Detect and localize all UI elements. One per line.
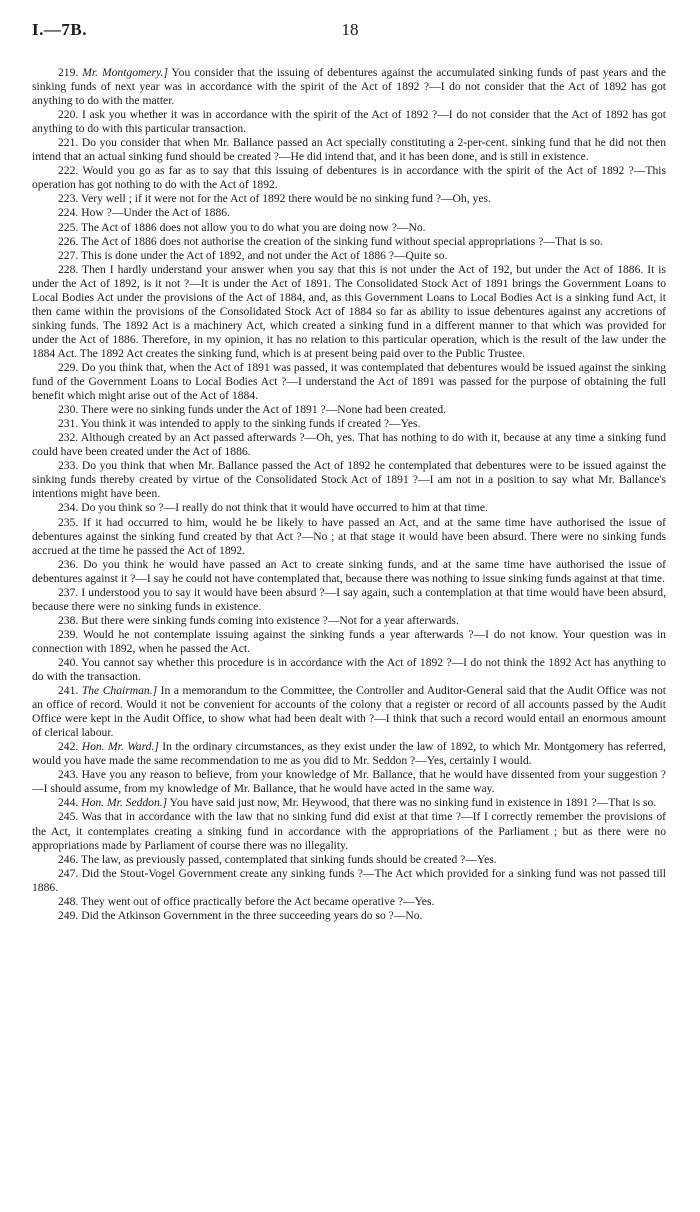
document-reference: I.—7B. bbox=[32, 20, 87, 39]
question-text: Was that in accordance with the law that no sinking fund did exist at that time ?—If I correctly remember the provisions of the Act, it contemplates creating a sinking fund in accordance with the appropriations of the Parliament ; but as there were no appropriations made by Parliament of course there was no illegality. bbox=[32, 810, 666, 852]
question-text: Very well ; if it were not for the Act of 1892 there would be no sinking fund ?—Oh, yes. bbox=[81, 192, 491, 206]
question-text: In a memorandum to the Committee, the Controller and Auditor-General said that the Audit Office was not an office of record. Would it not be convenient for accounts of the colony that a register or record of all accounts passed by the Audit Office were kept in the Audit Office, to show what had been dealt with ?—I think that such a record would entail an enormous amount of clerical labour. bbox=[32, 684, 666, 740]
question-number: 248. bbox=[58, 894, 79, 908]
question-paragraph bbox=[32, 810, 666, 852]
question-text: You think it was intended to apply to the sinking funds if created ?—Yes. bbox=[80, 417, 421, 431]
question-number: 235. bbox=[58, 515, 79, 529]
question-text: There were no sinking funds under the Act of 1891 ?—None had been created. bbox=[81, 403, 447, 417]
question-number: 236. bbox=[58, 557, 79, 571]
question-number: 240. bbox=[58, 655, 79, 669]
question-text: The Act of 1886 does not allow you to do what you are doing now ?—No. bbox=[81, 220, 426, 234]
question-number: 228. bbox=[58, 262, 79, 276]
question-number: 219. bbox=[58, 66, 79, 79]
question-paragraph bbox=[32, 740, 666, 768]
question-number: 224. bbox=[58, 206, 79, 220]
speaker-name: Hon. Mr. Ward.] bbox=[81, 740, 159, 754]
question-number: 249. bbox=[58, 908, 79, 922]
question-number: 241. bbox=[58, 684, 79, 698]
question-text: But there were sinking funds coming into existence ?—Not for a year afterwards. bbox=[81, 613, 459, 627]
question-text: Did the Stout-Vogel Government create any sinking funds ?—The Act which provided for a sinking fund was not passed till 1886. bbox=[32, 866, 666, 894]
question-number: 234. bbox=[58, 501, 79, 515]
question-number: 246. bbox=[58, 852, 79, 866]
question-text: They went out of office practically before the Act became operative ?—Yes. bbox=[81, 894, 435, 908]
question-text: You consider that the issuing of debentures against the accumulated sinking funds of past years and the sinking funds of next year was in accordance with the spirit of the Act of 1892 ?—I do not consider that the Act of 1892 has got anything to do with the matter. bbox=[32, 66, 666, 108]
speaker-name: Mr. Montgomery.] bbox=[82, 66, 168, 79]
question-number: 245. bbox=[58, 810, 79, 824]
question-paragraph bbox=[32, 895, 666, 909]
question-text: I ask you whether it was in accordance with the spirit of the Act of 1892 ?—I do not consider that the Act of 1892 has got anything to do with this particular transaction. bbox=[32, 108, 666, 136]
question-text: Would you go as far as to say that this issuing of debentures is in accordance with the spirit of the Act of 1892 ?—This operation has got nothing to do with the Act of 1892. bbox=[32, 164, 666, 192]
question-paragraph bbox=[32, 221, 666, 235]
question-paragraph bbox=[32, 164, 666, 192]
question-paragraph bbox=[32, 501, 666, 515]
question-number: 238. bbox=[58, 613, 79, 627]
question-number: 222. bbox=[58, 164, 79, 178]
question-paragraph bbox=[32, 796, 666, 810]
question-paragraph bbox=[32, 909, 666, 923]
question-number: 220. bbox=[58, 108, 79, 122]
question-number: 223. bbox=[58, 192, 79, 206]
question-number: 233. bbox=[58, 459, 79, 473]
question-text: Do you think that when Mr. Ballance passed the Act of 1892 he contemplated that debentures were to be issued against the sinking funds thereby created by virtue of the Consolidated Stock Act of 1891 ?—I am not in a position to say what Mr. Ballance's intentions might have been. bbox=[32, 459, 666, 501]
question-number: 230. bbox=[58, 403, 79, 417]
page-header bbox=[32, 20, 668, 46]
question-text: I understood you to say it would have been absurd ?—I say again, such a contemplation at that time would have been absurd, because there were no sinking funds in existence. bbox=[32, 585, 666, 613]
question-paragraph bbox=[32, 656, 666, 684]
question-paragraph bbox=[32, 108, 666, 136]
question-number: 243. bbox=[58, 768, 79, 782]
question-paragraph bbox=[32, 586, 666, 614]
question-text: This is done under the Act of 1892, and not under the Act of 1886 ?—Quite so. bbox=[81, 248, 448, 262]
question-paragraph bbox=[32, 403, 666, 417]
question-paragraph bbox=[32, 192, 666, 206]
question-text: If it had occurred to him, would he be likely to have passed an Act, and at the same time have authorised the issue of debentures against the sinking fund created by that Act ?—No ; at that stage it would have been absurd. There were no sinking funds accrued at the time he passed the Act of 1892. bbox=[32, 515, 666, 557]
question-paragraph bbox=[32, 628, 666, 656]
question-text: In the ordinary circumstances, as they exist under the law of 1892, to which Mr. Montgomery has referred, would you have made the same recommendation to me as you did to Mr. Seddon ?—Yes, certainly I would. bbox=[32, 740, 666, 768]
question-number: 247. bbox=[58, 866, 79, 880]
question-paragraph bbox=[32, 136, 666, 164]
question-text: Would he not contemplate issuing against the sinking funds a year afterwards ?—I do not know. Your question was in connection with 1892, when he passed the Act. bbox=[32, 627, 666, 655]
question-paragraph bbox=[32, 459, 666, 501]
question-paragraph bbox=[32, 235, 666, 249]
question-paragraph bbox=[32, 431, 666, 459]
question-text: The Act of 1886 does not authorise the creation of the sinking fund without special appropriations ?—That is so. bbox=[81, 234, 603, 248]
question-paragraph bbox=[32, 417, 666, 431]
question-number: 225. bbox=[58, 220, 79, 234]
question-number: 226. bbox=[58, 234, 79, 248]
question-paragraph bbox=[32, 206, 666, 220]
page-number: 18 bbox=[341, 20, 359, 39]
question-paragraph bbox=[32, 249, 666, 263]
question-number: 221. bbox=[58, 136, 79, 150]
question-number: 237. bbox=[58, 585, 79, 599]
question-paragraph bbox=[32, 867, 666, 895]
question-paragraph bbox=[32, 263, 666, 361]
question-number: 229. bbox=[58, 360, 79, 374]
question-text: Have you any reason to believe, from your knowledge of Mr. Ballance, that he would have dissented from your suggestion ?—I should assume, from my knowledge of Mr. Ballance, that he would have acted in the same way. bbox=[32, 768, 667, 796]
question-paragraph bbox=[32, 558, 666, 586]
question-paragraph bbox=[32, 361, 666, 403]
question-text: Do you think so ?—I really do not think that it would have occurred to him at that time. bbox=[81, 501, 488, 515]
question-number: 244. bbox=[58, 796, 79, 810]
question-number: 242. bbox=[58, 740, 79, 754]
evidence-body bbox=[32, 66, 666, 923]
question-text: How ?—Under the Act of 1886. bbox=[81, 206, 230, 220]
question-paragraph bbox=[32, 614, 666, 628]
question-paragraph bbox=[32, 66, 666, 108]
question-paragraph bbox=[32, 684, 666, 740]
speaker-name: Hon. Mr. Seddon.] bbox=[81, 796, 168, 810]
question-paragraph bbox=[32, 853, 666, 867]
question-text: Then I hardly understand your answer when you say that this is not under the Act of 192, but under the Act of 1886. It is under the Act of 1892, is it not ?—It is under the Act of 1891. The Consolidated Stock Act of 1891 brings the Government Loans to Local Bodies Act under the provisions of the Act of 1884, and, as this Government Loans to Local Bodies Act is a sinking fund Act, it then came within the provisions of the Consolidated Stock Act of 1884 so far as ability to issue debentures against any accretions of sinking funds. The 1892 Act is a machinery Act, which created a sinking fund in a different manner to that which was provided for under the Act of 1886. Therefore, in my opinion, it has no relation to this particular operation, which is the result of the law under the 1884 Act. The 1892 Act creates the sinking fund, which is at present being paid over to the Public Trustee. bbox=[32, 262, 666, 360]
question-number: 239. bbox=[58, 627, 79, 641]
question-number: 231. bbox=[58, 417, 79, 431]
question-text: Did the Atkinson Government in the three succeeding years do so ?—No. bbox=[81, 908, 423, 922]
question-text: You have said just now, Mr. Heywood, that there was no sinking fund in existence in 1891 ?—That is so. bbox=[167, 796, 657, 810]
question-number: 227. bbox=[58, 248, 79, 262]
question-text: The law, as previously passed, contemplated that sinking funds should be created ?—Yes. bbox=[81, 852, 497, 866]
question-text: Do you consider that when Mr. Ballance passed an Act specially constituting a 2-per-cent. sinking fund that he did not then intend that an actual sinking fund should be created ?—He did intend that, and it has been done, and is still in existence. bbox=[32, 136, 666, 164]
question-paragraph bbox=[32, 516, 666, 558]
question-paragraph bbox=[32, 768, 666, 796]
question-number: 232. bbox=[58, 431, 79, 445]
speaker-name: The Chairman.] bbox=[81, 684, 158, 698]
question-text: You cannot say whether this procedure is in accordance with the Act of 1892 ?—I do not think the 1892 Act has anything to do with the transaction. bbox=[32, 655, 667, 684]
question-text: Do you think he would have passed an Act to create sinking funds, and at the same time have authorised the issue of debentures against it ?—I say he could not have contemplated that, because there was nothing to issue sinking funds against at that time. bbox=[32, 557, 667, 585]
question-text: Do you think that, when the Act of 1891 was passed, it was contemplated that debentures would be issued against the sinking fund of the Government Loans to Local Bodies Act ?—I understand the Act of 1891 was passed for the purpose of obtaining the full benefit which might arise out of the Act of 1884. bbox=[32, 360, 666, 403]
question-text: Although created by an Act passed afterwards ?—Oh, yes. That has nothing to do with it, because at any time a sinking fund could have been created under the Act of 1886. bbox=[32, 431, 666, 459]
